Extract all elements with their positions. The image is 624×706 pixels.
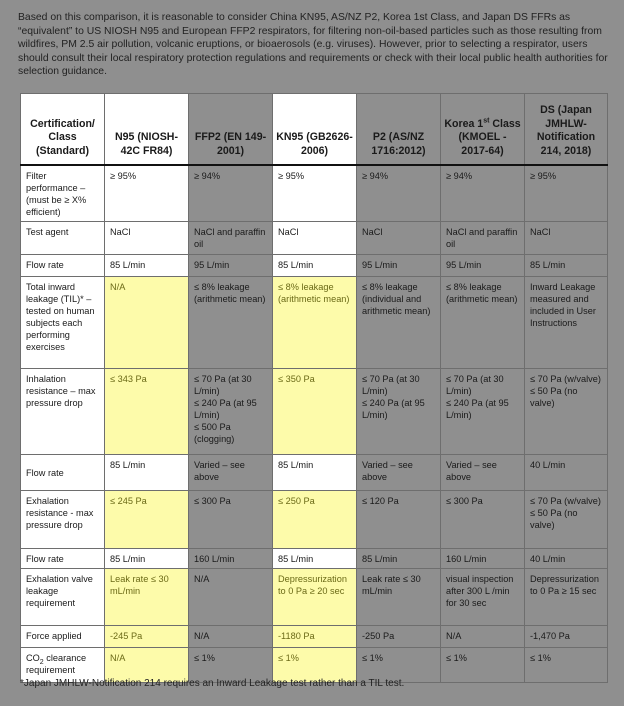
row-label: $CO_2$ clearance requirement [21,648,105,683]
header-kn95: KN95 (GB2626-2006) [273,94,357,166]
row-label: Inhalation resistance – max pressure drop [21,369,105,455]
header-korea: Korea 1st Class (KMOEL - 2017-64) [441,94,525,166]
table-row-flow-rate [21,549,608,569]
cell-n95: 85 L/min [105,255,189,277]
respirator-comparison-table [20,93,608,683]
cell-p2: ≤ 70 Pa (at 30 L/min) ≤ 240 Pa (at 95 L/min) [357,369,441,455]
row-label: Flow rate [21,549,105,569]
cell-p2: NaCl [357,222,441,255]
cell-ds: -1,470 Pa [525,626,608,648]
table-row-flow-rate [21,455,608,491]
row-label: Flow rate [21,455,105,491]
cell-ds: ≥ 95% [525,165,608,222]
cell-ffp2: Varied – see above [189,455,273,491]
cell-ffp2: ≤ 300 Pa [189,491,273,549]
cell-korea: ≤ 1% [441,648,525,683]
row-label: Force applied [21,626,105,648]
cell-p2: ≤ 8% leakage (individual and arithmetic mean) [357,277,441,369]
cell-n95: -245 Pa [105,626,189,648]
table-row-test-agent [21,222,608,255]
cell-ffp2: ≥ 94% [189,165,273,222]
cell-ds: 85 L/min [525,255,608,277]
cell-kn95: -1180 Pa [273,626,357,648]
cell-ffp2: ≤ 1% [189,648,273,683]
table-header-row [21,94,608,166]
cell-korea: NaCl and paraffin oil [441,222,525,255]
cell-n95: N/A [105,277,189,369]
cell-ds: ≤ 1% [525,648,608,683]
cell-korea: 95 L/min [441,255,525,277]
table-row-exhalation-valve-leakage [21,569,608,626]
table-row-inhalation-resistance [21,369,608,455]
table-row-exhalation-resistance [21,491,608,549]
cell-n95: 85 L/min [105,455,189,491]
cell-kn95: NaCl [273,222,357,255]
cell-ds: ≤ 70 Pa (w/valve) ≤ 50 Pa (no valve) [525,491,608,549]
cell-korea: Varied – see above [441,455,525,491]
header-p2: P2 (AS/NZ 1716:2012) [357,94,441,166]
cell-p2: ≤ 1% [357,648,441,683]
cell-n95: Leak rate ≤ 30 mL/min [105,569,189,626]
cell-p2: 85 L/min [357,549,441,569]
cell-n95: ≤ 245 Pa [105,491,189,549]
cell-kn95: ≥ 95% [273,165,357,222]
table-row-filter-performance [21,165,608,222]
cell-kn95: ≤ 350 Pa [273,369,357,455]
cell-korea: ≤ 8% leakage (arithmetic mean) [441,277,525,369]
cell-korea: 160 L/min [441,549,525,569]
cell-korea: ≤ 70 Pa (at 30 L/min) ≤ 240 Pa (at 95 L/min) [441,369,525,455]
cell-ffp2: ≤ 8% leakage (arithmetic mean) [189,277,273,369]
cell-n95: NaCl [105,222,189,255]
cell-ffp2: 160 L/min [189,549,273,569]
cell-ffp2: N/A [189,626,273,648]
cell-n95: N/A [105,648,189,683]
header-ds-japan: DS (Japan JMHLW-Notification 214, 2018) [525,94,608,166]
cell-n95: ≤ 343 Pa [105,369,189,455]
cell-ffp2: 95 L/min [189,255,273,277]
row-label: Exhalation valve leakage requirement [21,569,105,626]
cell-kn95: 85 L/min [273,455,357,491]
header-n95: N95 (NIOSH-42C FR84) [105,94,189,166]
row-label: Test agent [21,222,105,255]
cell-ds: NaCl [525,222,608,255]
cell-kn95: Depressurization to 0 Pa ≥ 20 sec [273,569,357,626]
cell-p2: Leak rate ≤ 30 mL/min [357,569,441,626]
cell-kn95: ≤ 8% leakage (arithmetic mean) [273,277,357,369]
row-label: Total inward leakage (TIL)* – tested on human subjects each performing exercises [21,277,105,369]
cell-korea: visual inspection after 300 L /min for 30 sec [441,569,525,626]
cell-korea: ≥ 94% [441,165,525,222]
cell-n95: 85 L/min [105,549,189,569]
footnote: *Japan JMHLW-Notification 214 requires an Inward Leakage test rather than a TIL test. [20,678,405,689]
cell-ffp2: ≤ 70 Pa (at 30 L/min) ≤ 240 Pa (at 95 L/min) ≤ 500 Pa (clogging) [189,369,273,455]
cell-p2: -250 Pa [357,626,441,648]
cell-n95: ≥ 95% [105,165,189,222]
row-label: Flow rate [21,255,105,277]
cell-ds: Depressurization to 0 Pa ≥ 15 sec [525,569,608,626]
cell-kn95: ≤ 250 Pa [273,491,357,549]
table-row-total-inward-leakage [21,277,608,369]
cell-p2: 95 L/min [357,255,441,277]
cell-p2: ≥ 94% [357,165,441,222]
intro-paragraph: Based on this comparison, it is reasonable to consider China KN95, AS/NZ P2, Korea 1st Class, and Japan DS FFRs as “equivalent” to US NIOSH N95 and European FFP2 respirators, for filtering non-oil-based particles such as those resulting from wildfires, PM 2.5 air pollution, volcanic eruptions, or bioaerosols (e.g. viruses). However, prior to selecting a respirator, users should consult their local respiratory protection regulations and requirements or check with their local public health authorities for selection guidance. [18,12,608,78]
row-label: Exhalation resistance - max pressure drop [21,491,105,549]
cell-p2: ≤ 120 Pa [357,491,441,549]
table-row-flow-rate [21,255,608,277]
cell-kn95: 85 L/min [273,255,357,277]
header-certification-class: Certification/ Class (Standard) [21,94,105,166]
cell-ffp2: NaCl and paraffin oil [189,222,273,255]
cell-kn95: 85 L/min [273,549,357,569]
cell-korea: ≤ 300 Pa [441,491,525,549]
table-row-force-applied [21,626,608,648]
row-label: Filter performance – (must be ≥ X% efficient) [21,165,105,222]
cell-ds: 40 L/min [525,549,608,569]
header-ffp2: FFP2 (EN 149-2001) [189,94,273,166]
cell-p2: Varied – see above [357,455,441,491]
cell-ds: Inward Leakage measured and included in User Instructions [525,277,608,369]
cell-ffp2: N/A [189,569,273,626]
cell-ds: ≤ 70 Pa (w/valve) ≤ 50 Pa (no valve) [525,369,608,455]
cell-ds: 40 L/min [525,455,608,491]
cell-korea: N/A [441,626,525,648]
cell-kn95: ≤ 1% [273,648,357,683]
